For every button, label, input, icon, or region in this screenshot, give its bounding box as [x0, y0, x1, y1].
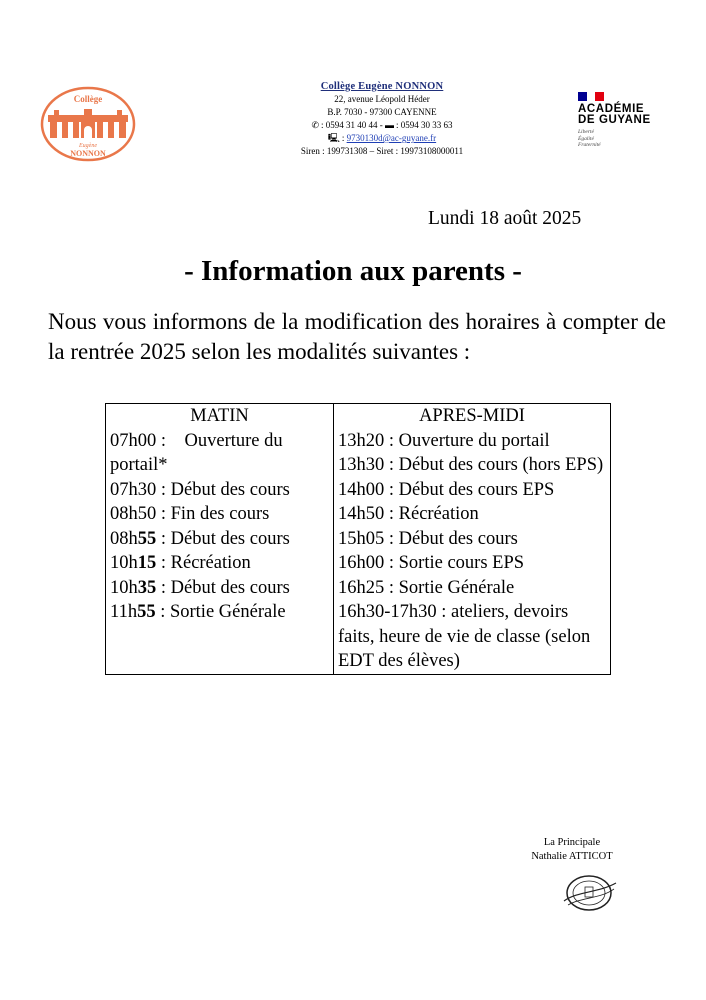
morning-list — [110, 429, 329, 625]
fax-number: : 0594 30 33 63 — [396, 120, 453, 130]
entry-time: 08h50 — [110, 504, 157, 524]
afternoon-entry: 14h50 : Récréation — [338, 504, 479, 524]
afternoon-list — [338, 429, 606, 674]
afternoon-entry: 16h00 : Sortie cours EPS — [338, 553, 525, 573]
afternoon-column — [334, 404, 611, 675]
afternoon-entry: 13h30 : Début des cours (hors EPS) — [338, 455, 604, 475]
afternoon-entry: 13h20 : Ouverture du portail — [338, 430, 550, 451]
school-postal: B.P. 7030 - 97300 CAYENNE — [327, 107, 437, 117]
academie-line2: DE GUYANE — [578, 114, 651, 126]
email-prefix: : — [341, 133, 345, 143]
morning-entry — [110, 527, 329, 552]
college-logo — [40, 86, 136, 162]
phone-icon: ✆ — [311, 120, 320, 130]
entry-text: : Fin des cours — [156, 504, 270, 524]
document-title: - Information aux parents - — [184, 255, 522, 287]
phone-fax-line — [262, 119, 502, 132]
entry-time-minutes: 55 — [137, 528, 157, 549]
afternoon-entry: 14h00 : Début des cours EPS — [338, 479, 555, 500]
siren-siret: Siren : 199731308 – Siret : 19973108000011 — [300, 146, 464, 156]
school-contact-block — [262, 80, 502, 158]
morning-entry — [110, 600, 329, 625]
fax-icon: ▬ — [385, 120, 395, 130]
logo-text-nonnon: NONNON — [70, 149, 106, 158]
motto-liberte: Liberté — [578, 129, 594, 135]
entry-time: 10h — [110, 553, 138, 573]
morning-entry — [110, 551, 329, 576]
french-flag-icon — [578, 92, 604, 101]
academie-logo — [578, 92, 698, 149]
morning-header: MATIN — [190, 406, 249, 426]
morning-entry — [110, 576, 329, 601]
morning-entry — [110, 429, 329, 478]
signature-block — [520, 836, 624, 864]
entry-time-minutes: 15 — [137, 553, 157, 573]
academie-line1: ACADÉMIE — [578, 103, 645, 115]
morning-column — [106, 404, 334, 675]
logo-text-eugene: Eugène — [79, 143, 97, 149]
academie-motto — [578, 129, 698, 149]
computer-icon: 🖳 — [327, 133, 340, 143]
email-link[interactable]: 9730130d@ac-guyane.fr — [346, 133, 437, 143]
entry-time: 11h — [110, 602, 138, 622]
entry-time: 07h00 — [110, 430, 157, 451]
afternoon-entry: 16h25 : Sortie Générale — [338, 577, 515, 598]
document-date: Lundi 18 août 2025 — [428, 208, 582, 229]
schedule-table — [105, 403, 611, 675]
motto-fraternite: Fraternité — [578, 142, 601, 148]
phone-number: : 0594 31 40 44 - — [321, 120, 383, 130]
entry-text: : Début des cours — [156, 479, 290, 500]
entry-text: : Sortie Générale — [155, 602, 286, 622]
motto-egalite: Égalité — [578, 135, 594, 142]
email-line — [262, 132, 502, 145]
morning-entry — [110, 478, 329, 503]
official-stamp — [560, 873, 618, 913]
entry-text: : Début des cours — [156, 577, 290, 598]
school-address: 22, avenue Léopold Héder — [334, 94, 430, 104]
afternoon-header: APRES-MIDI — [419, 406, 525, 426]
signature-name: Nathalie ATTICOT — [531, 851, 613, 862]
entry-time-minutes: 55 — [137, 602, 156, 622]
school-name: Collège Eugène NONNON — [320, 81, 444, 92]
intro-paragraph: Nous vous informons de la modification des horaires à compter de la rentrée 2025 selon les modalités suivantes : — [48, 309, 666, 364]
entry-time: 07h30 — [110, 479, 157, 500]
signature-role: La Principale — [543, 837, 601, 848]
morning-entry — [110, 502, 329, 527]
afternoon-entry: 15h05 : Début des cours — [338, 528, 518, 549]
entry-time: 08h — [110, 528, 138, 549]
logo-text-college: Collège — [73, 94, 103, 104]
entry-text: : Récréation — [156, 553, 251, 573]
entry-text: : Ouverture du portail* — [110, 430, 288, 475]
afternoon-entry: 16h30-17h30 : ateliers, devoirs faits, heure de vie de classe (selon EDT des élèves) — [338, 602, 591, 671]
entry-text: : Début des cours — [156, 528, 290, 549]
entry-time-minutes: 35 — [137, 577, 157, 598]
entry-time: 10h — [110, 577, 138, 598]
